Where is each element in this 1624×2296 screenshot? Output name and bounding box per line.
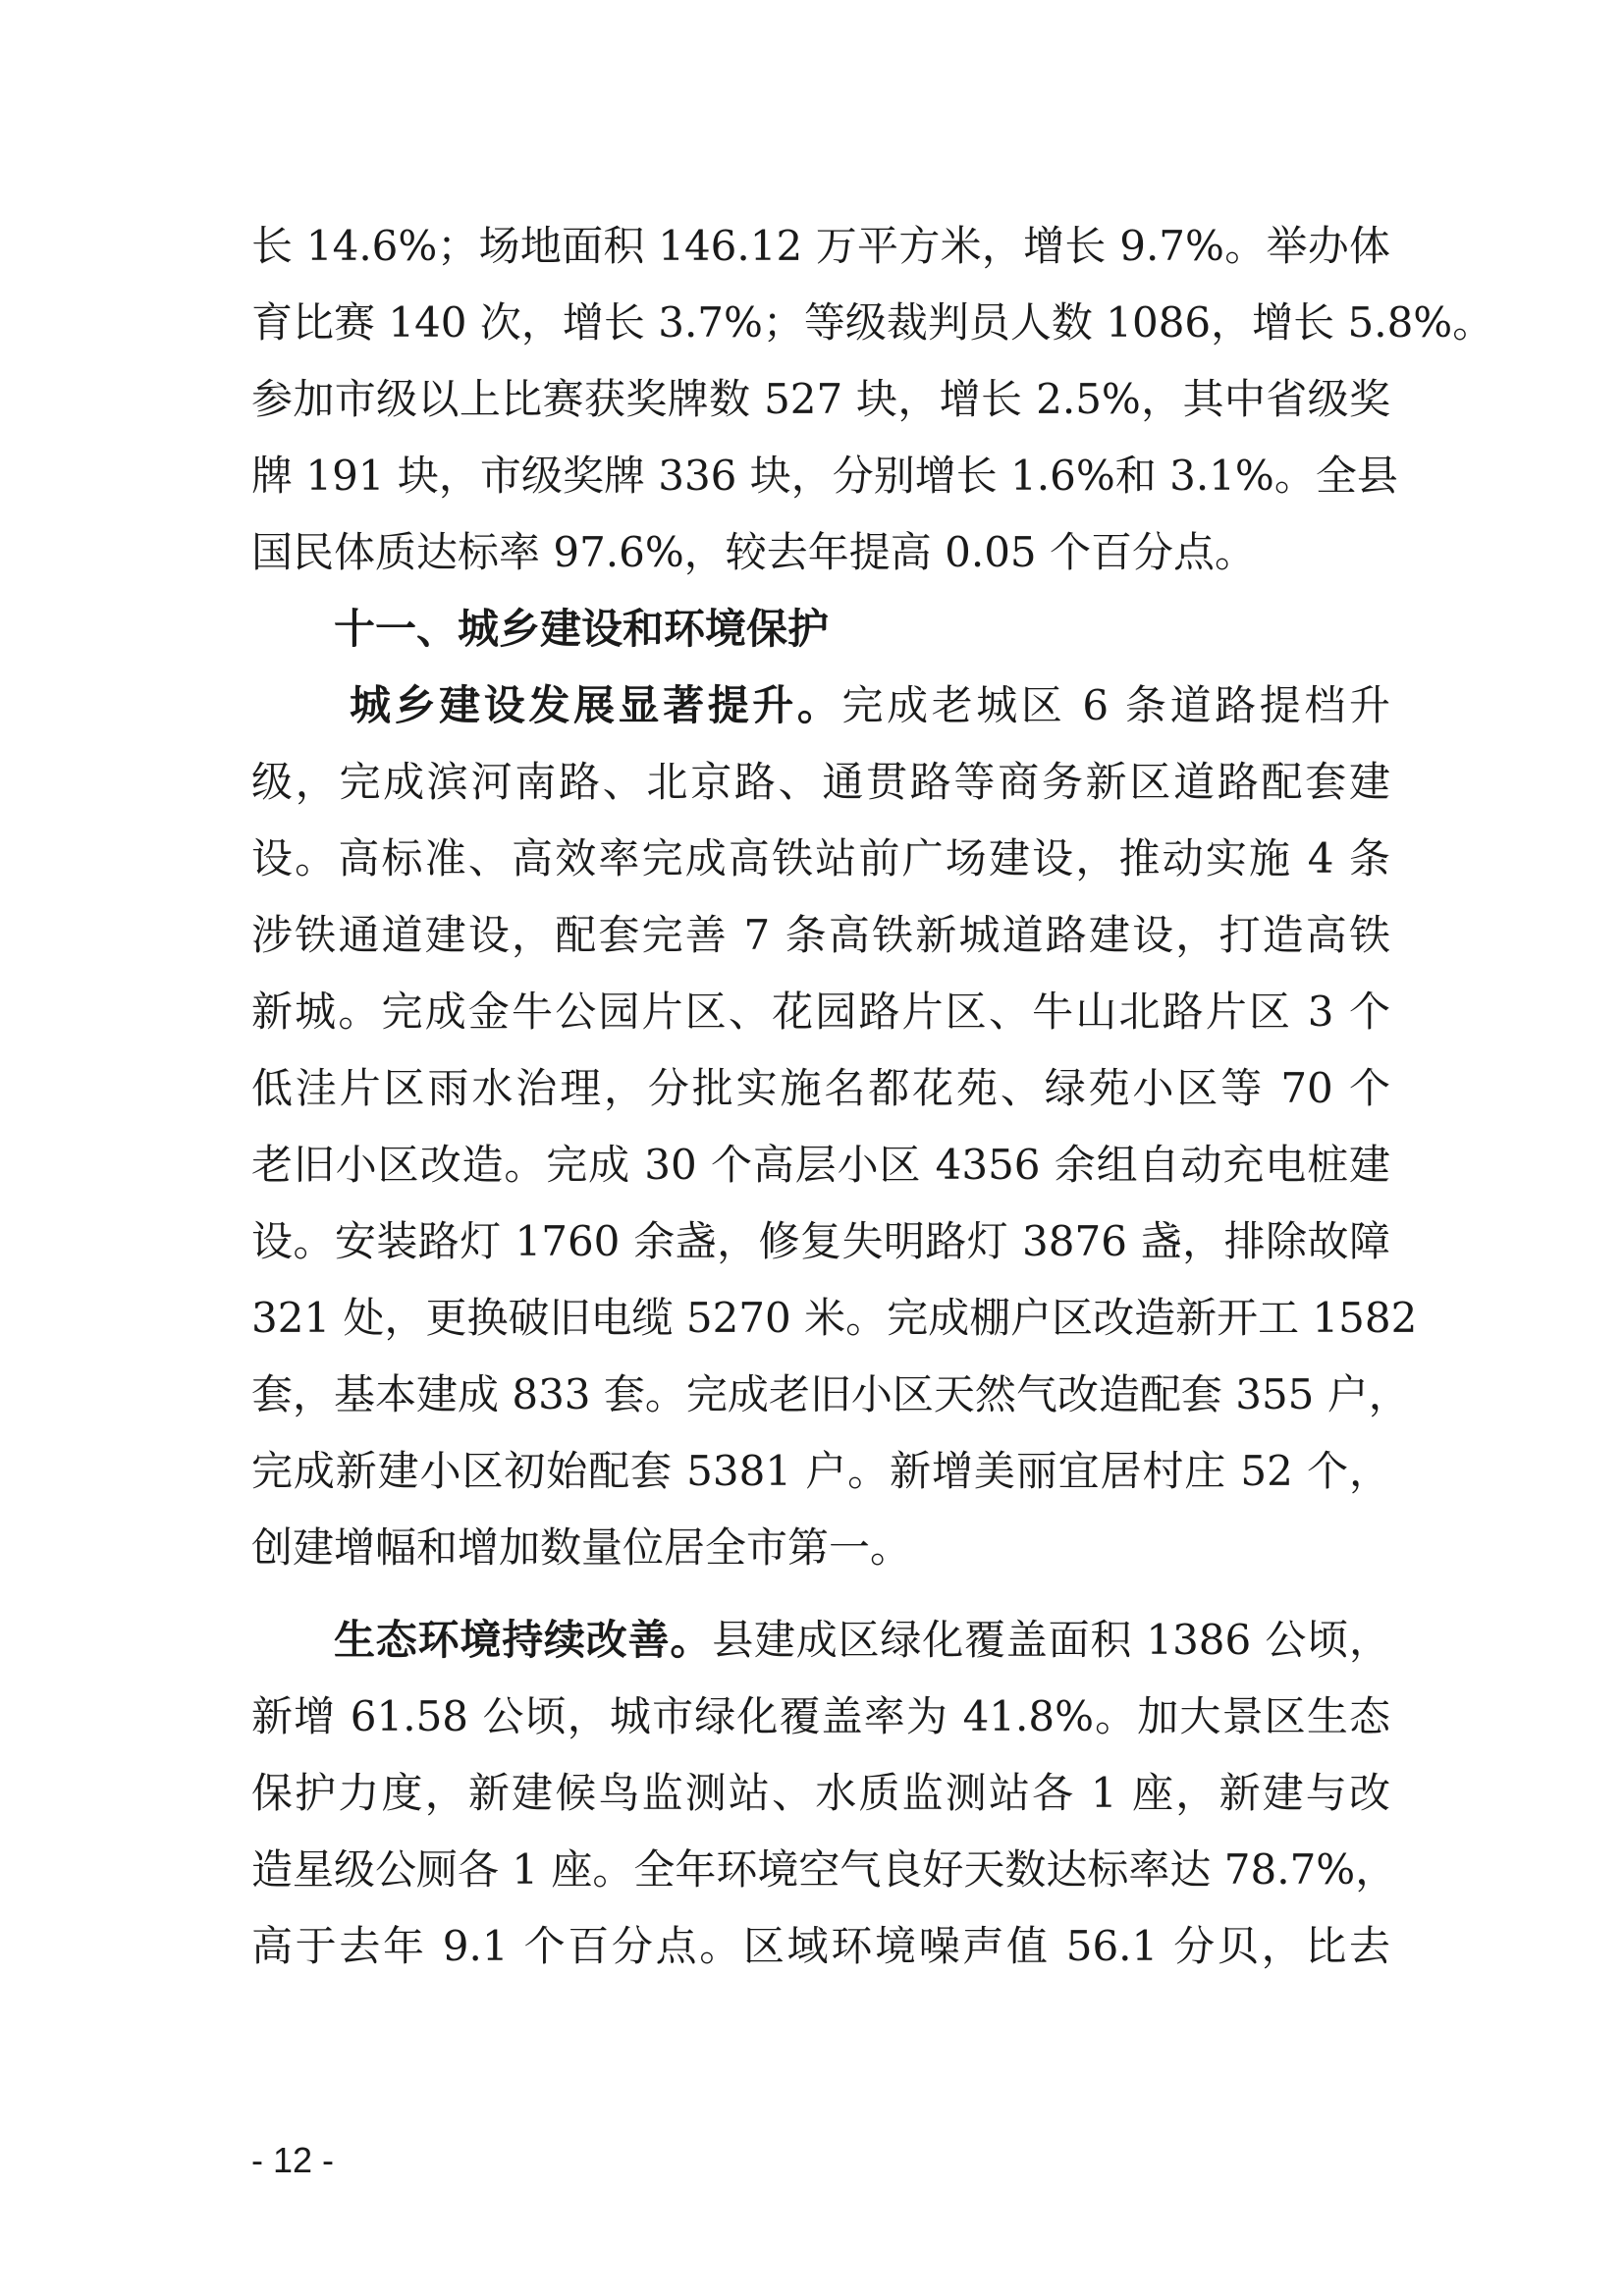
text-line: 设。高标准、高效率完成高铁站前广场建设，推动实施 4 条 [251,834,1390,882]
text-line: 级，完成滨河南路、北京路、通贯路等商务新区道路配套建 [251,758,1390,806]
text-line: 完成新建小区初始配套 5381 户。新增美丽宜居村庄 52 个， [251,1447,1390,1495]
body-text [251,208,1494,1985]
text-line: 321 处，更换破旧电缆 5270 米。完成棚户区改造新开工 1582 [251,1294,1418,1342]
paragraph-lead: 生态环境持续改善。 [334,1616,713,1664]
text-line-first [251,667,1390,744]
text-line: 高于去年 9.1 个百分点。区域环境噪声值 56.1 分贝，比去 [251,1922,1390,1970]
text-line: 低洼片区雨水治理，分批实施名都花苑、绿苑小区等 70 个 [251,1064,1390,1112]
paragraph-lead: 城乡建设发展显著提升。 [350,681,842,729]
text-line: 参加市级以上比赛获奖牌数 527 块，增长 2.5%，其中省级奖 [251,375,1390,423]
paragraph-spacer [251,1586,1390,1602]
text-line: 套，基本建成 833 套。完成老旧小区天然气改造配套 355 户， [251,1370,1410,1418]
text-line: 育比赛 140 次，增长 3.7%；等级裁判员人数 1086，增长 5.8%。 [251,298,1494,347]
paragraph-sports [251,208,1494,591]
text-line-rest: 完成老城区 6 条道路提档升 [841,681,1390,729]
text-line: 老旧小区改造。完成 30 个高层小区 4356 余组自动充电桩建 [251,1141,1390,1189]
page-number: - 12 - [251,2140,335,2180]
section-heading: 十一、城乡建设和环境保护 [334,605,830,653]
text-line: 新城。完成金牛公园片区、花园路片区、牛山北路片区 3 个 [251,988,1390,1036]
text-line: 牌 191 块，市级奖牌 336 块，分别增长 1.6%和 3.1%。全县 [251,452,1398,500]
paragraph-ecology [251,1602,1397,1985]
text-line: 造星级公厕各 1 座。全年环境空气良好天数达标率达 78.7%， [251,1845,1397,1894]
text-line: 设。安装路灯 1760 余盏，修复失明路灯 3876 盏，排除故障 [251,1217,1390,1265]
text-line-first [251,1602,1390,1679]
text-line: 新增 61.58 公顷，城市绿化覆盖率为 41.8%。加大景区生态 [251,1692,1390,1740]
text-line: 创建增幅和增加数量位居全市第一。 [251,1523,912,1572]
text-line: 保护力度，新建候鸟监测站、水质监测站各 1 座，新建与改 [251,1769,1390,1817]
text-line: 国民体质达标率 97.6%，较去年提高 0.05 个百分点。 [251,528,1256,576]
text-line-rest: 县建成区绿化覆盖面积 1386 公顷， [712,1616,1390,1664]
paragraph-urban-construction [251,667,1418,1586]
text-line: 长 14.6%；场地面积 146.12 万平方米，增长 9.7%。举办体 [251,222,1390,270]
text-line: 涉铁通道建设，配套完善 7 条高铁新城道路建设，打造高铁 [251,911,1390,959]
